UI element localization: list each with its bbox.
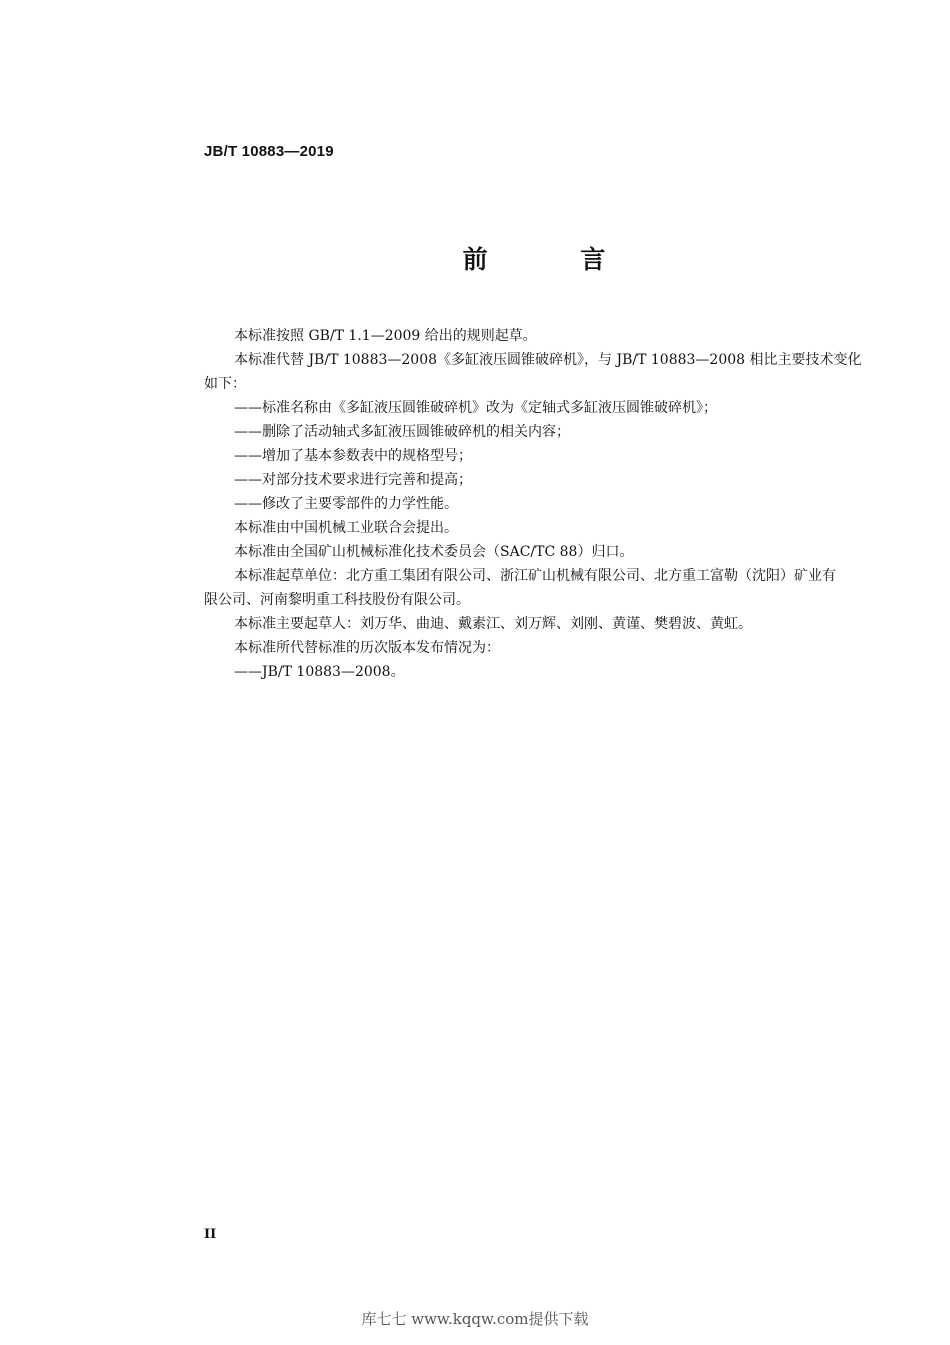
paragraph: 限公司、河南黎明重工科技股份有限公司。 <box>204 592 470 608</box>
paragraph: 本标准由中国机械工业联合会提出。 <box>234 520 458 536</box>
list-item: ——JB/T 10883—2008。 <box>234 664 405 680</box>
list-item: ——标准名称由《多缸液压圆锥破碎机》改为《定轴式多缸液压圆锥破碎机》； <box>234 400 717 416</box>
paragraph: 如下： <box>204 376 246 392</box>
paragraph: 本标准由全国矿山机械标准化技术委员会（SAC/TC 88）归口。 <box>234 544 634 560</box>
standard-code: JB/T 10883—2019 <box>204 143 334 160</box>
list-item: ——删除了活动轴式多缸液压圆锥破碎机的相关内容； <box>234 424 570 440</box>
paragraph: 本标准起草单位：北方重工集团有限公司、浙江矿山机械有限公司、北方重工富勒（沈阳）矿业有 <box>234 568 836 584</box>
list-item: ——修改了主要零部件的力学性能。 <box>234 496 458 512</box>
list-item: ——增加了基本参数表中的规格型号； <box>234 448 472 464</box>
page-title: 前 言 <box>462 245 648 274</box>
page-number: II <box>204 1227 217 1242</box>
paragraph: 本标准主要起草人：刘万华、曲迪、戴素江、刘万辉、刘刚、黄谨、樊碧波、黄虹。 <box>234 616 752 632</box>
list-item: ——对部分技术要求进行完善和提高； <box>234 472 472 488</box>
paragraph: 本标准按照 GB/T 1.1—2009 给出的规则起草。 <box>234 328 537 344</box>
footer-watermark: 库七七 www.kqqw.com提供下载 <box>361 1310 589 1328</box>
paragraph: 本标准所代替标准的历次版本发布情况为： <box>234 640 500 656</box>
paragraph: 本标准代替 JB/T 10883—2008《多缸液压圆锥破碎机》，与 JB/T 10883—2008 相比主要技术变化 <box>234 352 862 368</box>
